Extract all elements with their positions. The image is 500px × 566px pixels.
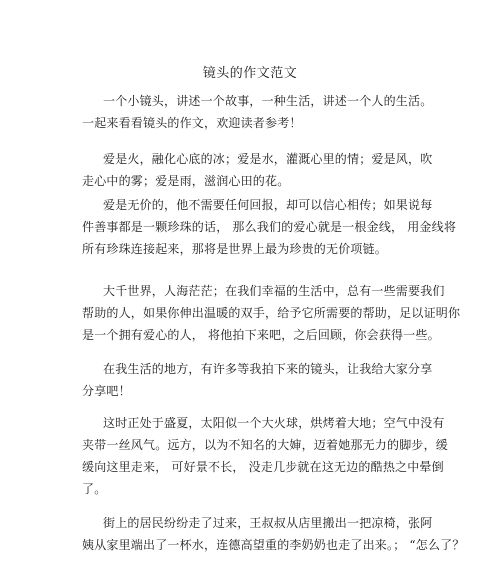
paragraph-line: 街上的居民纷纷走了过来，王叔叔从店里搬出一把凉椅，张阿	[103, 516, 433, 530]
paragraph-line: 这时正处于盛夏，太阳似一个大火球，烘烤着大地；空气中没有	[103, 416, 445, 430]
paragraph-line: 一个小镜头，讲述一个故事，一种生活，讲述一个人的生活。	[103, 94, 433, 108]
paragraph-line: 夹带一丝风气。远方，以为不知名的大婶，迈着她那无力的脚步，缓	[82, 438, 449, 452]
paragraph-line: 大千世界，人海茫茫；在我们幸福的生活中，总有一些需要我们	[103, 284, 445, 298]
paragraph-line: 一起来看看镜头的作文，欢迎读者参考！	[82, 116, 302, 130]
paragraph-line: 了。	[82, 482, 107, 496]
paragraph-line: 件善事都是一颗珍珠的话， 那么我们的爱心就是一根金线， 用金线将	[82, 220, 457, 234]
paragraph-5	[82, 358, 473, 402]
paragraph-2	[82, 148, 473, 192]
paragraph-line: 缓向这里走来， 可好景不长， 没走几步就在这无边的酷热之中晕倒	[82, 460, 444, 474]
paragraph-line: 分享吧！	[82, 384, 131, 398]
paragraph-line: 是一个拥有爱心的人， 将他拍下来吧，之后回顾，你会获得一些。	[82, 328, 440, 342]
paragraph-6	[82, 412, 473, 500]
paragraph-line: 所有珍珠连接起来，那将是世界上最为珍贵的无价项链。	[82, 242, 388, 256]
paragraph-4	[82, 280, 473, 346]
paragraph-line: 在我生活的地方，有许多等我拍下来的镜头，让我给大家分享	[103, 362, 433, 376]
paragraph-7	[82, 512, 473, 556]
paragraph-3	[82, 194, 473, 260]
paragraph-line: 姨从家里端出了一杯水，连德高望重的李奶奶也走了出来。； “怎么了？	[82, 538, 465, 552]
paragraph-line: 走心中的雾；爱是雨，滋润心田的花。	[82, 174, 290, 188]
paragraph-line: 帮助的人，如果你伸出温暖的双手，给予它所需要的帮助，足以证明你	[82, 306, 461, 320]
paragraph-line: 爱是火，融化心底的冰；爱是水，灌溉心里的情；爱是风，吹	[103, 152, 433, 166]
paragraph-line: 爱是无价的，他不需要任何回报，却可以信心相传；如果说每	[103, 198, 433, 212]
document-title: 镜头的作文范文	[202, 66, 298, 81]
paragraph-1	[82, 90, 473, 134]
